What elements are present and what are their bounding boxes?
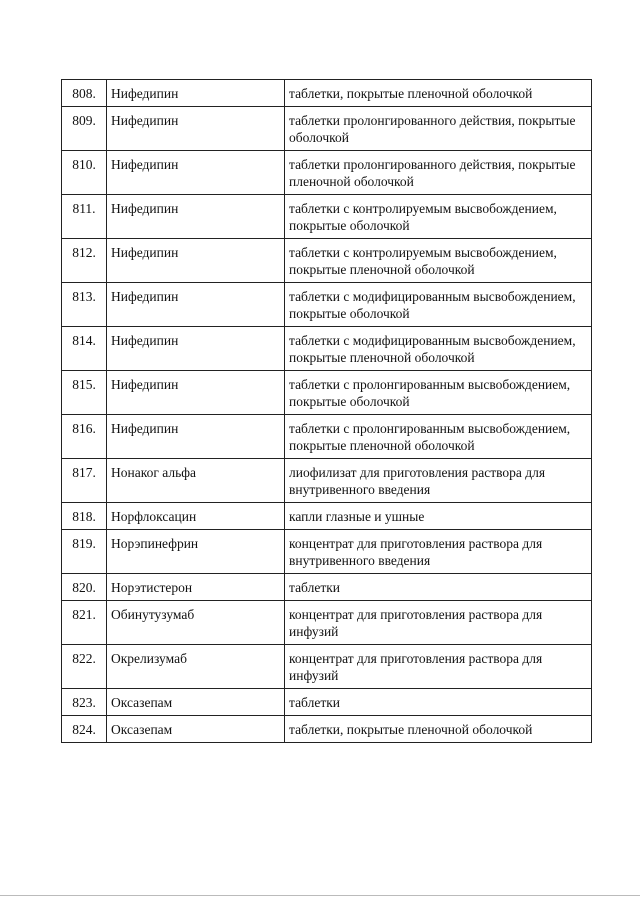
table-row <box>62 645 592 689</box>
dosage-form: таблетки с модифицированным высвобождением, покрытые оболочкой <box>285 283 592 327</box>
row-number: 817. <box>62 459 107 503</box>
drug-name: Нифедипин <box>107 107 285 151</box>
drug-name: Норфлоксацин <box>107 503 285 530</box>
drug-name: Нонаког альфа <box>107 459 285 503</box>
row-number: 814. <box>62 327 107 371</box>
table-row <box>62 371 592 415</box>
table-row <box>62 195 592 239</box>
drug-name: Нифедипин <box>107 327 285 371</box>
drug-list-table <box>61 79 592 743</box>
dosage-form: таблетки с контролируемым высвобождением, покрытые пленочной оболочкой <box>285 239 592 283</box>
dosage-form: таблетки <box>285 574 592 601</box>
row-number: 809. <box>62 107 107 151</box>
table-row <box>62 239 592 283</box>
row-number: 810. <box>62 151 107 195</box>
drug-name: Нифедипин <box>107 371 285 415</box>
dosage-form: таблетки, покрытые пленочной оболочкой <box>285 80 592 107</box>
dosage-form: таблетки с контролируемым высвобождением, покрытые оболочкой <box>285 195 592 239</box>
row-number: 824. <box>62 716 107 743</box>
table-row <box>62 689 592 716</box>
drug-name: Оксазепам <box>107 716 285 743</box>
table-row <box>62 503 592 530</box>
dosage-form: концентрат для приготовления раствора для инфузий <box>285 601 592 645</box>
table-row <box>62 283 592 327</box>
dosage-form: таблетки с модифицированным высвобождением, покрытые пленочной оболочкой <box>285 327 592 371</box>
row-number: 813. <box>62 283 107 327</box>
drug-name: Норэпинефрин <box>107 530 285 574</box>
drug-name: Нифедипин <box>107 415 285 459</box>
dosage-form: таблетки <box>285 689 592 716</box>
row-number: 823. <box>62 689 107 716</box>
drug-name: Обинутузумаб <box>107 601 285 645</box>
drug-name: Нифедипин <box>107 283 285 327</box>
dosage-form: капли глазные и ушные <box>285 503 592 530</box>
row-number: 820. <box>62 574 107 601</box>
table-row <box>62 107 592 151</box>
row-number: 812. <box>62 239 107 283</box>
drug-name: Окрелизумаб <box>107 645 285 689</box>
dosage-form: таблетки пролонгированного действия, покрытые оболочкой <box>285 107 592 151</box>
table-row <box>62 80 592 107</box>
row-number: 808. <box>62 80 107 107</box>
row-number: 821. <box>62 601 107 645</box>
row-number: 818. <box>62 503 107 530</box>
table-row <box>62 716 592 743</box>
dosage-form: лиофилизат для приготовления раствора для внутривенного введения <box>285 459 592 503</box>
table-row <box>62 151 592 195</box>
row-number: 822. <box>62 645 107 689</box>
row-number: 811. <box>62 195 107 239</box>
row-number: 816. <box>62 415 107 459</box>
drug-name: Нифедипин <box>107 80 285 107</box>
dosage-form: концентрат для приготовления раствора для инфузий <box>285 645 592 689</box>
page-bottom-rule <box>0 895 640 896</box>
dosage-form: концентрат для приготовления раствора для внутривенного введения <box>285 530 592 574</box>
drug-name: Оксазепам <box>107 689 285 716</box>
table-row <box>62 327 592 371</box>
dosage-form: таблетки пролонгированного действия, покрытые пленочной оболочкой <box>285 151 592 195</box>
table-row <box>62 415 592 459</box>
drug-list-body <box>62 80 592 743</box>
table-row <box>62 601 592 645</box>
table-row <box>62 459 592 503</box>
drug-name: Нифедипин <box>107 195 285 239</box>
drug-name: Норэтистерон <box>107 574 285 601</box>
dosage-form: таблетки, покрытые пленочной оболочкой <box>285 716 592 743</box>
dosage-form: таблетки с пролонгированным высвобождением, покрытые оболочкой <box>285 371 592 415</box>
row-number: 819. <box>62 530 107 574</box>
drug-name: Нифедипин <box>107 151 285 195</box>
dosage-form: таблетки с пролонгированным высвобождением, покрытые пленочной оболочкой <box>285 415 592 459</box>
table-row <box>62 574 592 601</box>
drug-name: Нифедипин <box>107 239 285 283</box>
table-row <box>62 530 592 574</box>
row-number: 815. <box>62 371 107 415</box>
